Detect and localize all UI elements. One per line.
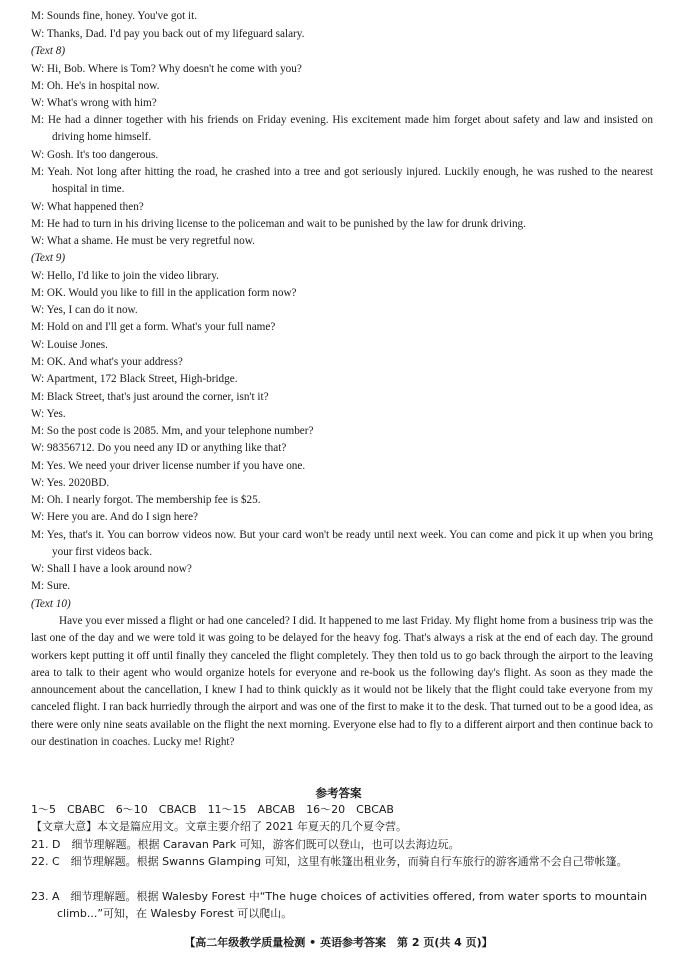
dialogue-line: M: OK. And what's your address? [31,356,183,368]
answer-explanation: 23. A 细节理解题。根据 Walesby Forest 中“The huge choices of activities offered, from water sports to mountain climb...”可知，在 Walesby Forest 可以爬山。 [31,890,648,920]
dialogue-line: W: Gosh. It's too dangerous. [31,149,159,161]
dialogue-line: W: Yes. [31,408,66,420]
dialogue-line: M: He had to turn in his driving license to the policeman and wait to be punished by the law for drunk driving. [31,218,526,230]
dialogue-line: M: Sure. [31,580,71,592]
dialogue-line: M: Sounds fine, honey. You've got it. [31,10,198,22]
monologue-paragraph: Have you ever missed a flight or had one canceled? I did. It happened to me last Friday. My flight home from a business trip was the last one of the day and we were told it was going to be delayed for the heavy fog. That's always a risk at the end of each day. The ground workers kept putting it off until finally they canceled the flight completely. They then told us to go back through the airport to the leaving area to talk to their agent who would organize hotels for everyone and re-book us the following day's flight. As soon as they made the announcement about the cancellation, I knew I had to think quickly as it would not be likely that the flight could take everyone from my canceled flight. I ran back hurriedly through the airport and was one of the first to make it to the desk. That turned out to be a good idea, as there were only nine seats available on the flight the next morning. Everyone else had to fly to a different airport and then continue back to our destination in coaches. Lucky me! Right? [31,615,653,749]
dialogue-line: W: Shall I have a look around now? [31,563,192,575]
dialogue-line: W: What a shame. He must be very regretful now. [31,235,255,247]
answer-explanation: 21. D 细节理解题。根据 Caravan Park 可知，游客们既可以登山，也可以去海边玩。 [31,838,460,851]
dialogue-line: W: Louise Jones. [31,339,108,351]
dialogue-line: W: 98356712. Do you need any ID or anything like that? [31,442,287,454]
answer-key-line: 1～5 CBABC 6～10 CBACB 11～15 ABCAB 16～20 CBCAB [31,803,394,816]
answers-heading: 参考答案 [315,786,362,800]
dialogue-line: W: Apartment, 172 Black Street, High-bridge. [31,373,238,385]
dialogue-line: W: Yes, I can do it now. [31,304,138,316]
dialogue-line: W: Thanks, Dad. I'd pay you back out of my lifeguard salary. [31,28,305,40]
dialogue-line: M: He had a dinner together with his friends on Friday evening. His excitement made him forget about safety and law and insisted on driving home himself. [31,114,653,144]
section-label-text-9: (Text 9) [31,252,66,264]
dialogue-line: M: Yes, that's it. You can borrow videos now. But your card won't be ready until next week. You can come and pick it up when you bring your first videos back. [31,529,653,559]
article-summary: 【文章大意】本文是篇应用文。文章主要介绍了 2021 年夏天的几个夏令营。 [31,820,407,833]
dialogue-line: M: Hold on and I'll get a form. What's your full name? [31,321,276,333]
dialogue-line: M: Yeah. Not long after hitting the road, he crashed into a tree and got seriously injured. Luckily enough, he was rushed to the nearest hospital in time. [31,166,653,196]
dialogue-line: M: So the post code is 2085. Mm, and your telephone number? [31,425,314,437]
dialogue-line: W: Hi, Bob. Where is Tom? Why doesn't he come with you? [31,63,302,75]
section-label-text-8: (Text 8) [31,45,66,57]
dialogue-line: M: Oh. He's in hospital now. [31,80,160,92]
dialogue-line: M: Black Street, that's just around the corner, isn't it? [31,391,269,403]
dialogue-line: W: Yes. 2020BD. [31,477,110,489]
dialogue-line: W: What happened then? [31,201,144,213]
dialogue-line: M: Oh. I nearly forgot. The membership fee is $25. [31,494,261,506]
dialogue-line: W: Here you are. And do I sign here? [31,511,199,523]
dialogue-line: M: OK. Would you like to fill in the application form now? [31,287,297,299]
dialogue-line: M: Yes. We need your driver license number if you have one. [31,460,306,472]
section-label-text-10: (Text 10) [31,598,71,610]
dialogue-line: W: What's wrong with him? [31,97,157,109]
page-footer: 【高二年级教学质量检测 • 英语参考答案 第 2 页(共 4 页)】 [184,936,493,949]
dialogue-line: W: Hello, I'd like to join the video library. [31,270,219,282]
answer-explanation: 22. C 细节理解题。根据 Swanns Glamping 可知，这里有帐篷出租业务，而骑自行车旅行的游客通常不会自己带帐篷。 [31,855,628,868]
